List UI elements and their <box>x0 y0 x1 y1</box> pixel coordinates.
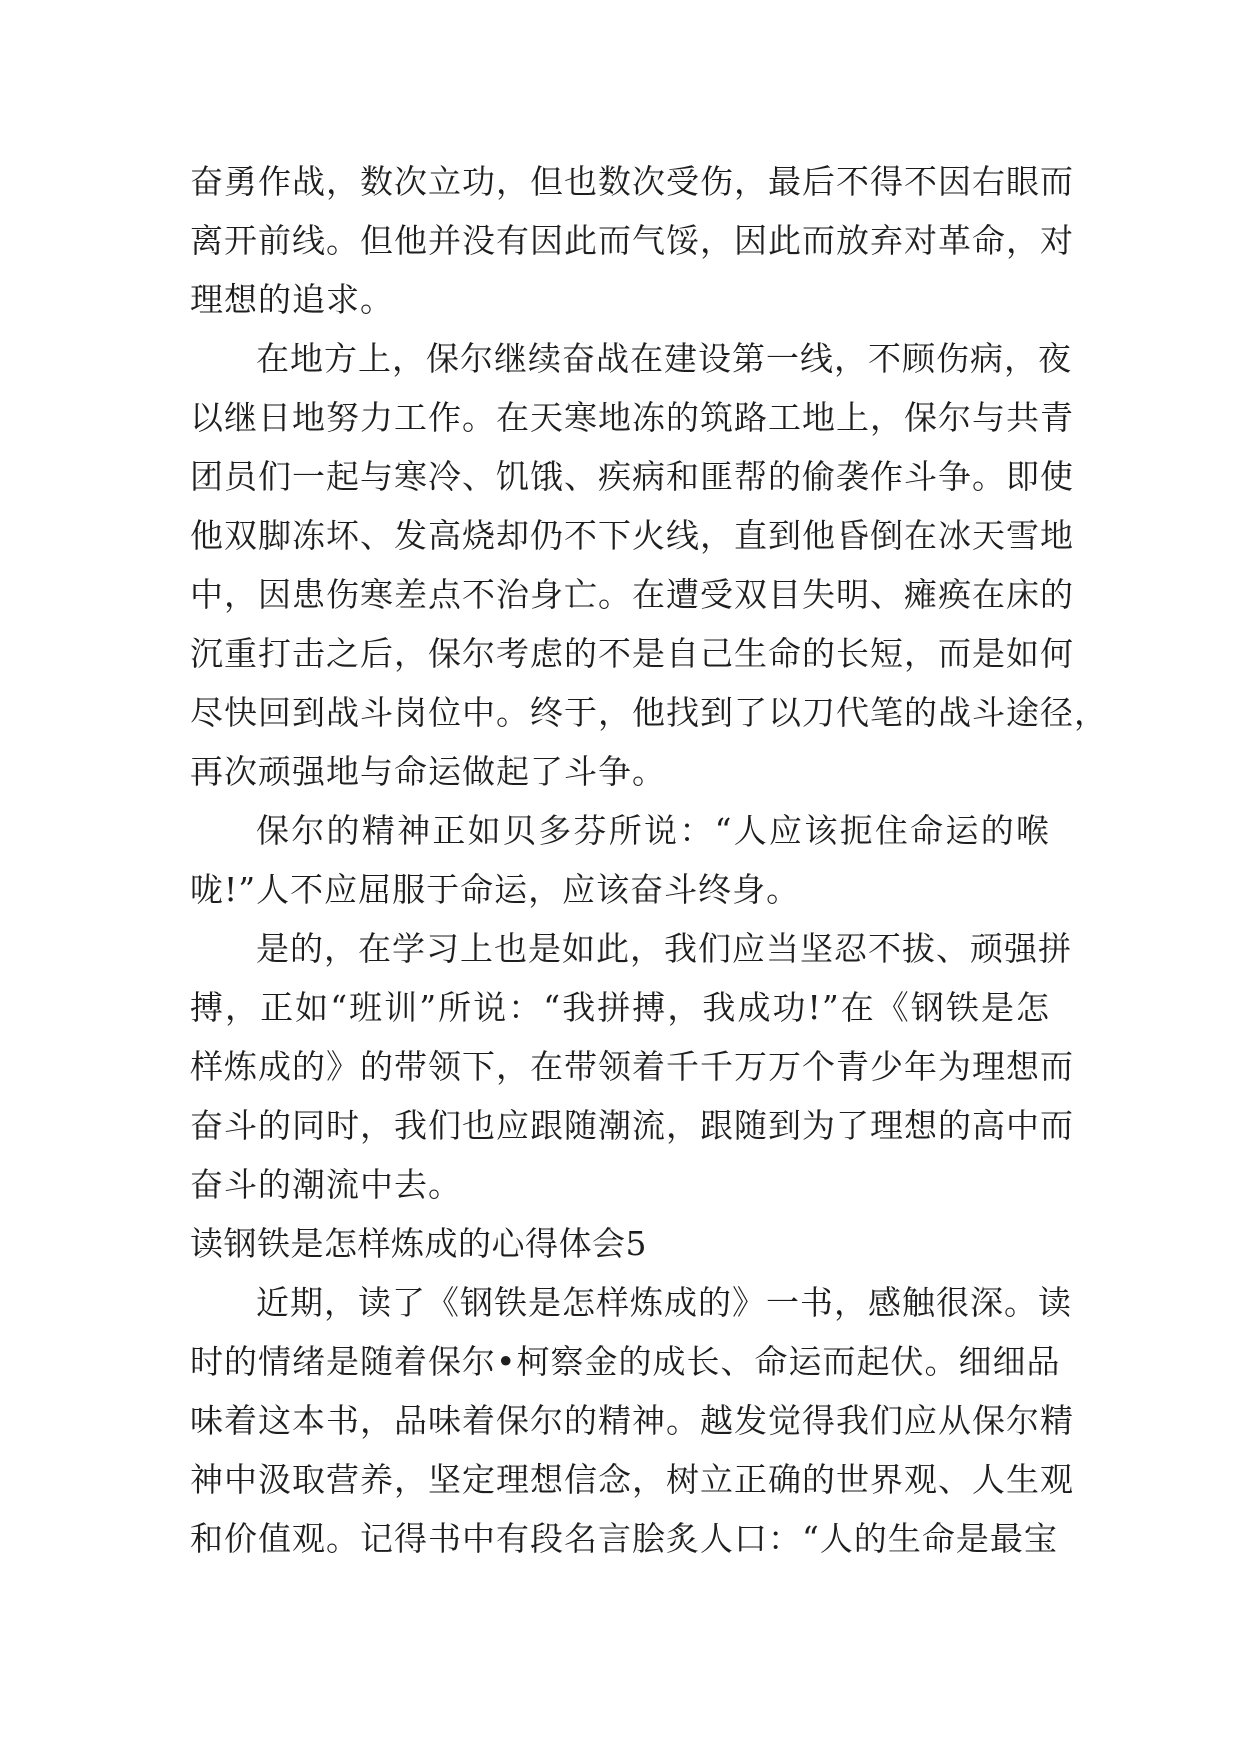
paragraph-2-line: 再次顽强地与命运做起了斗争。 <box>190 752 666 791</box>
paragraph-4-line: 奋斗的同时，我们也应跟随潮流，跟随到为了理想的高中而 <box>190 1106 1074 1145</box>
paragraph-4-line: 样炼成的》的带领下，在带领着千千万万个青少年为理想而 <box>190 1047 1074 1086</box>
paragraph-1-line: 离开前线。但他并没有因此而气馁，因此而放弃对革命，对 <box>190 221 1074 260</box>
paragraph-2-line: 尽快回到战斗岗位中。终于，他找到了以刀代笔的战斗途径， <box>190 693 1108 732</box>
paragraph-2-line: 沉重打击之后，保尔考虑的不是自己生命的长短，而是如何 <box>190 634 1074 673</box>
paragraph-5-line: 味着这本书，品味着保尔的精神。越发觉得我们应从保尔精 <box>190 1401 1074 1440</box>
paragraph-3-line: 咙!”人不应屈服于命运，应该奋斗终身。 <box>190 870 801 909</box>
paragraph-2-line: 他双脚冻坏、发高烧却仍不下火线，直到他昏倒在冰天雪地 <box>190 516 1074 555</box>
paragraph-5-line: 神中汲取营养，坚定理想信念，树立正确的世界观、人生观 <box>190 1460 1074 1499</box>
paragraph-5-line: 近期，读了《钢铁是怎样炼成的》一书，感触很深。读 <box>256 1283 1072 1322</box>
section-heading: 读钢铁是怎样炼成的心得体会5 <box>190 1224 647 1263</box>
paragraph-4-line: 搏，正如“班训”所说：“我拼搏，我成功!”在《钢铁是怎 <box>190 988 1050 1027</box>
paragraph-1-line: 理想的追求。 <box>190 280 394 319</box>
paragraph-4-line: 奋斗的潮流中去。 <box>190 1165 462 1204</box>
paragraph-5-line: 和价值观。记得书中有段名言脍炙人口：“人的生命是最宝 <box>190 1519 1058 1558</box>
paragraph-1-line: 奋勇作战，数次立功，但也数次受伤，最后不得不因右眼而 <box>190 162 1074 201</box>
document-body <box>190 152 1108 1568</box>
paragraph-2-line: 以继日地努力工作。在天寒地冻的筑路工地上，保尔与共青 <box>190 398 1074 437</box>
paragraph-3-line: 保尔的精神正如贝多芬所说：“人应该扼住命运的喉 <box>256 811 1050 850</box>
paragraph-5-line: 时的情绪是随着保尔•柯察金的成长、命运而起伏。细细品 <box>190 1342 1061 1381</box>
paragraph-2-line: 在地方上，保尔继续奋战在建设第一线，不顾伤病，夜 <box>256 339 1072 378</box>
paragraph-2-line: 中，因患伤寒差点不治身亡。在遭受双目失明、瘫痪在床的 <box>190 575 1074 614</box>
paragraph-4-line: 是的，在学习上也是如此，我们应当坚忍不拔、顽强拼 <box>256 929 1072 968</box>
paragraph-2-line: 团员们一起与寒冷、饥饿、疾病和匪帮的偷袭作斗争。即使 <box>190 457 1074 496</box>
